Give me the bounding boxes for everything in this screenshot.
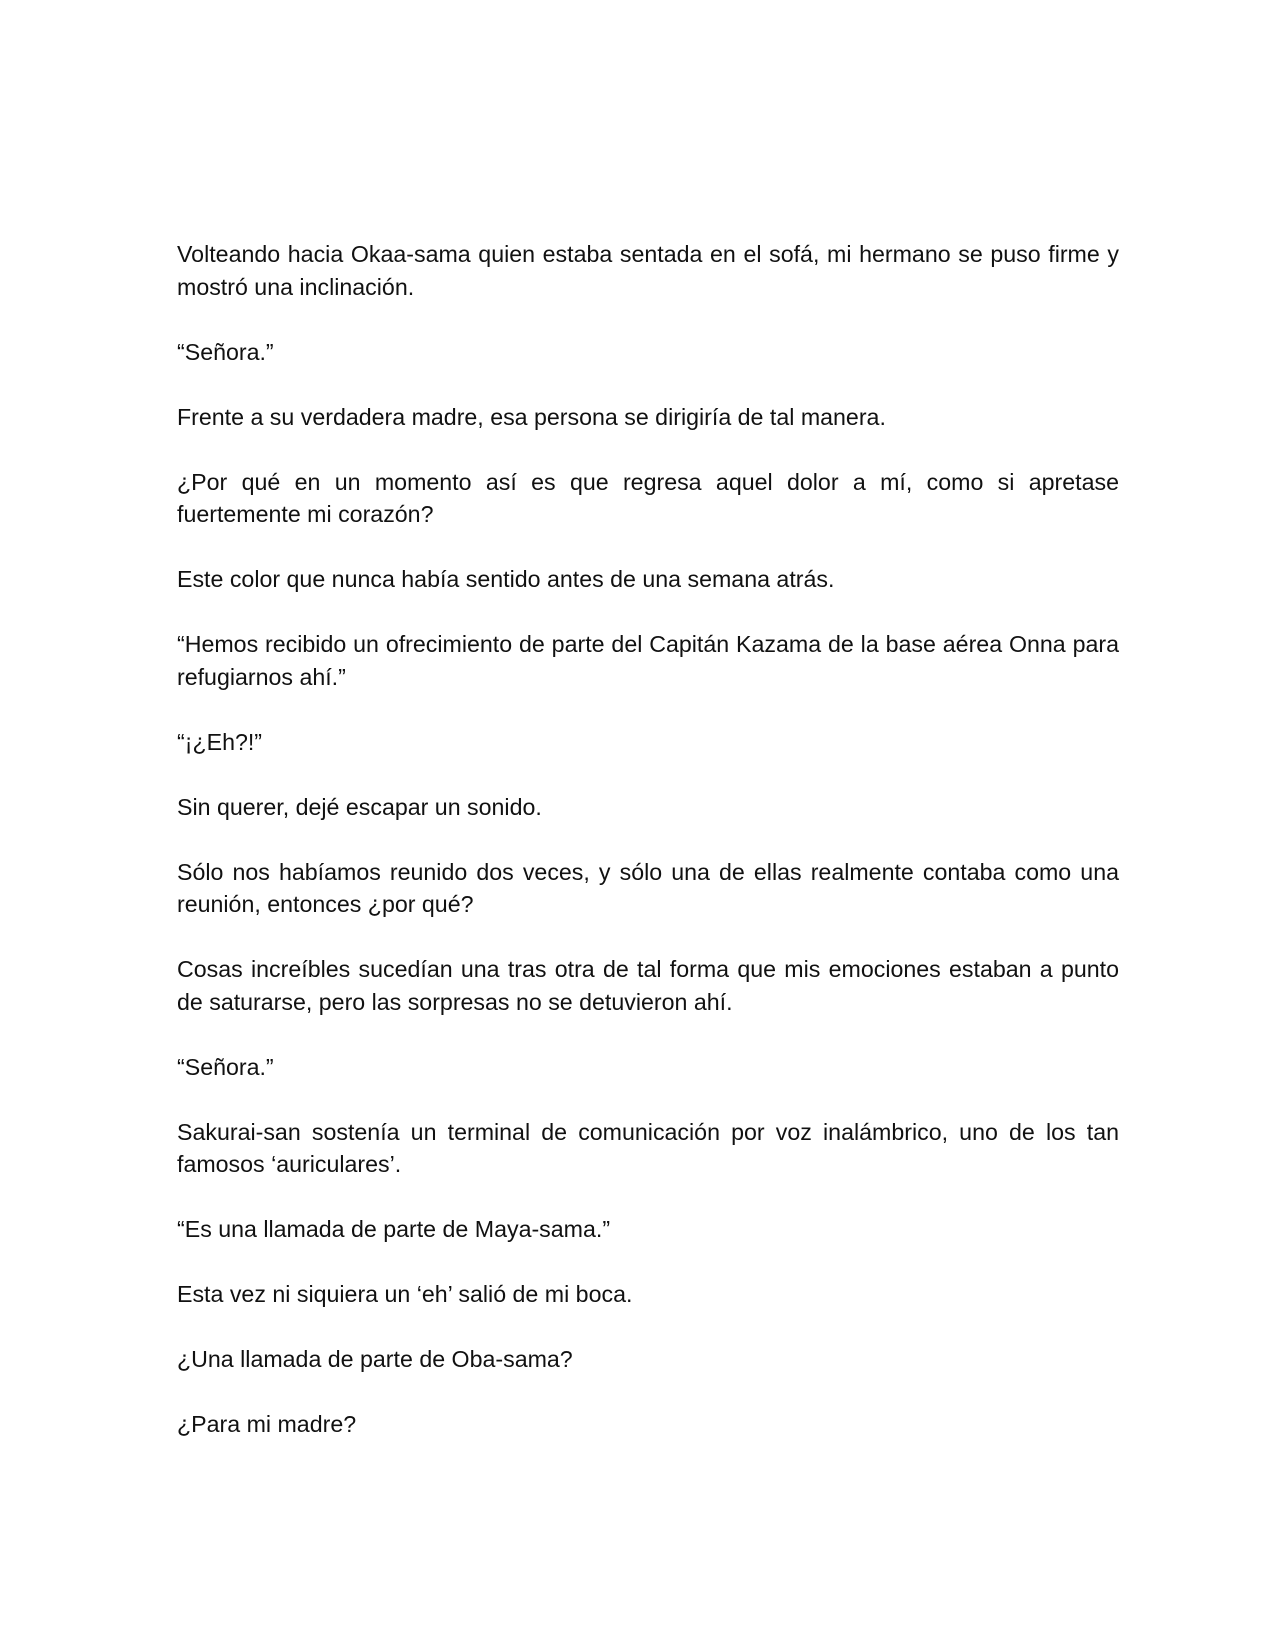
body-text: [177, 238, 1119, 1473]
paragraph-10: Cosas increíbles sucedían una tras otra de tal forma que mis emociones estaban a punto de saturarse, pero las sorpresas no se detuvieron ahí.: [177, 956, 1119, 1015]
paragraph-14: Esta vez ni siquiera un ‘eh’ salió de mi boca.: [177, 1281, 633, 1307]
paragraph-7: “¡¿Eh?!”: [177, 728, 263, 755]
paragraph-8: Sin querer, dejé escapar un sonido.: [177, 793, 542, 820]
paragraph-12: Sakurai-san sostenía un terminal de comunicación por voz inalámbrico, uno de los tan famosos ‘auriculares’.: [177, 1118, 1119, 1177]
paragraph-11: “Señora.”: [177, 1053, 274, 1080]
paragraph-3: Frente a su verdadera madre, esa persona se dirigiría de tal manera.: [177, 403, 886, 430]
paragraph-1: Volteando hacia Okaa-sama quien estaba sentada en el sofá, mi hermano se puso firme y mostró una inclinación.: [177, 241, 1119, 300]
paragraph-5: Este color que nunca había sentido antes de una semana atrás.: [177, 566, 835, 592]
paragraph-4: ¿Por qué en un momento así es que regresa aquel dolor a mí, como si apretase fuertemente mi corazón?: [177, 468, 1119, 527]
paragraph-9: Sólo nos habíamos reunido dos veces, y sólo una de ellas realmente contaba como una reunión, entonces ¿por qué?: [177, 858, 1119, 917]
paragraph-6: “Hemos recibido un ofrecimiento de parte del Capitán Kazama de la base aérea Onna para refugiarnos ahí.”: [177, 631, 1119, 690]
paragraph-16: ¿Para mi madre?: [177, 1411, 357, 1437]
paragraph-15: ¿Una llamada de parte de Oba-sama?: [177, 1346, 573, 1372]
paragraph-2: “Señora.”: [177, 338, 274, 365]
paragraph-13: “Es una llamada de parte de Maya-sama.”: [177, 1216, 611, 1242]
